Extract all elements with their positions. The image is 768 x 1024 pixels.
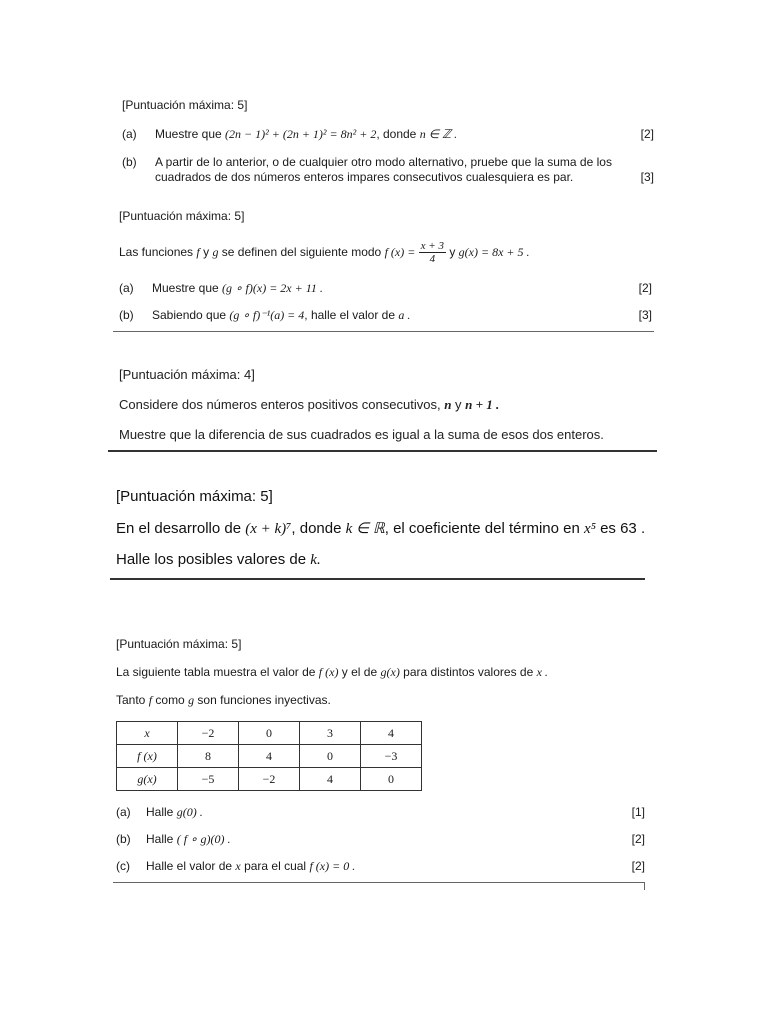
table-header-row [117, 722, 422, 745]
q1-a-label: (a) [122, 127, 137, 141]
q1-b-label: (b) [122, 155, 137, 169]
table-cell: 0 [361, 768, 422, 791]
q5-intro2: Tanto f como g son funciones inyectivas. [116, 693, 331, 707]
q3-line2: Muestre que la diferencia de sus cuadrados es igual a la suma de esos dos enteros. [119, 427, 604, 442]
q5-a-mark: [1] [631, 805, 645, 819]
q5-a-text: Halle g(0) . [146, 805, 203, 819]
q4-line2: Halle los posibles valores de k. [116, 551, 321, 568]
q5-c-label: (c) [116, 859, 130, 873]
q2-divider [113, 331, 654, 332]
q5-c-mark: [2] [631, 859, 645, 873]
q5-points: [Puntuación máxima: 5] [116, 637, 242, 651]
table-row [117, 745, 422, 768]
values-table [116, 721, 422, 791]
q5-b-mark: [2] [631, 832, 645, 846]
q5-a-label: (a) [116, 805, 131, 819]
q1-a-text: Muestre que (2n − 1)² + (2n + 1)² = 8n² + 2, donde n ∈ ℤ . [155, 127, 458, 141]
q2-a-label: (a) [119, 281, 134, 295]
q5-c-text: Halle el valor de x para el cual f (x) = 0 . [146, 859, 356, 873]
table-cell: −3 [361, 745, 422, 768]
table-cell: −2 [239, 768, 300, 791]
q2-b-mark: [3] [638, 308, 652, 322]
q2-b-label: (b) [119, 308, 134, 322]
q3-line1: Considere dos números enteros positivos consecutivos, n y n + 1 . [119, 397, 500, 412]
table-cell: g(x) [117, 768, 178, 791]
q5-intro1: La siguiente tabla muestra el valor de f (x) y el de g(x) para distintos valores de x . [116, 665, 548, 679]
q2-a-mark: [2] [638, 281, 652, 295]
q2-intro: Las funciones f y g se definen del siguiente modo f (x) = $\frac{x + 3}{4}$ y g(x) = 8x + 5 . [119, 240, 530, 266]
q1-points: [Puntuación máxima: 5] [122, 98, 248, 112]
q2-fraction: $\frac{x + 3}{4}$ [420, 240, 444, 266]
table-cell: 4 [239, 745, 300, 768]
table-cell: −5 [178, 768, 239, 791]
table-row [117, 768, 422, 791]
table-cell: 4 [361, 722, 422, 745]
q5-divider-tick [644, 882, 645, 890]
q5-b-text: Halle ( f ∘ g)(0) . [146, 832, 231, 846]
q1-b-line2: cuadrados de dos números enteros impares consecutivos cualesquiera es par. [155, 170, 574, 184]
table-cell: 0 [239, 722, 300, 745]
q5-b-label: (b) [116, 832, 131, 846]
table-cell: 8 [178, 745, 239, 768]
q3-divider [108, 450, 657, 452]
q2-a-text: Muestre que (g ∘ f)(x) = 2x + 11 . [152, 281, 323, 295]
table-cell: x [117, 722, 178, 745]
table-cell: −2 [178, 722, 239, 745]
q4-divider [110, 578, 645, 580]
q5-divider [113, 882, 645, 883]
q1-a-mark: [2] [640, 127, 654, 141]
q1-b-line1: A partir de lo anterior, o de cualquier otro modo alternativo, pruebe que la suma de los [155, 155, 612, 169]
table-cell: 3 [300, 722, 361, 745]
table-cell: 0 [300, 745, 361, 768]
q2-points: [Puntuación máxima: 5] [119, 209, 245, 223]
q4-line1: En el desarrollo de (x + k)⁷, donde k ∈ ℝ, el coeficiente del término en x⁵ es 63 . [116, 520, 646, 537]
q4-points: [Puntuación máxima: 5] [116, 488, 273, 505]
q3-points: [Puntuación máxima: 4] [119, 367, 255, 382]
table-cell: 4 [300, 768, 361, 791]
q1-b-mark: [3] [640, 170, 654, 184]
table-cell: f (x) [117, 745, 178, 768]
q2-b-text: Sabiendo que (g ∘ f)⁻¹(a) = 4, halle el valor de a . [152, 308, 411, 322]
